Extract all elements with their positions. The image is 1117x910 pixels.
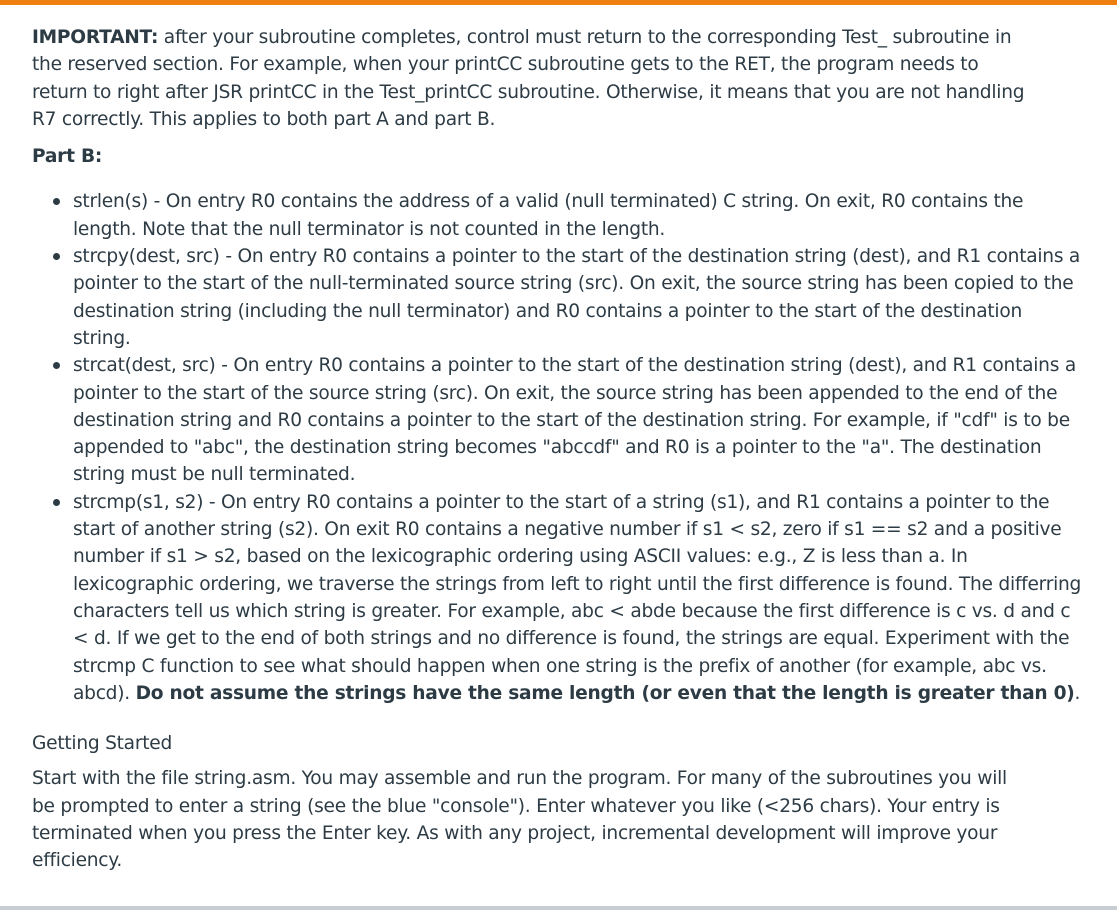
list-item-strlen xyxy=(73,188,1082,243)
strcmp-description: strcmp(s1, s2) - On entry R0 contains a pointer to the start of a string (s1), and R1 contains a pointer to the start of another string (s2). On exit R0 contains a negative number if s1 < s2, zero if s1 == s2 and a positive number if s1 > s2, based on the lexicographic ordering using ASCII values: e.g., Z is less than a. In lexicographic ordering, we traverse the strings from left to right until the first difference is found. The differring characters tell us which string is greater. For example, abc < abde because the first difference is c vs. d and c < d. If we get to the end of both strings and no difference is found, the strings are equal. Experiment with the strcmp C function to see what should happen when one string is the prefix of another (for example, abc vs. abcd). xyxy=(73,491,1082,704)
important-text: after your subroutine completes, control must return to the corresponding Test_ subroutine in the reserved section. For example, when your printCC subroutine gets to the RET, the program needs to return to right after JSR printCC in the Test_printCC subroutine. Otherwise, it means that you are not handling R7 correctly. This applies to both part A and part B. xyxy=(32,27,1025,130)
getting-started-heading: Getting Started xyxy=(32,733,173,755)
strcmp-tail: . xyxy=(1074,682,1081,704)
list-item-strcpy xyxy=(73,243,1082,352)
important-label: IMPORTANT: xyxy=(32,27,159,48)
important-note xyxy=(32,24,1032,133)
part-b-heading: Part B: xyxy=(32,146,103,168)
strcmp-warning: Do not assume the strings have the same length (or even that the length is greater than 0) xyxy=(135,682,1075,704)
getting-started-text: Start with the file string.asm. You may assemble and run the program. For many of the subroutines you will be prompted to enter a string (see the blue "console"). Enter whatever you like (<256 chars). Your entry is terminated when you press the Enter key. As with any project, incremental development will improve your efficiency. xyxy=(32,768,1007,872)
strcat-description: strcat(dest, src) - On entry R0 contains a pointer to the start of the destination string (dest), and R1 contains a pointer to the start of the source string (src). On exit, the source string has been appended to the end of the destination string and R0 contains a pointer to the start of the destination string. For example, if "cdf" is to be appended to "abc", the destination string becomes "abccdf" and R0 is a pointer to the "a". The destination string must be null terminated. xyxy=(73,355,1076,486)
list-item-strcat xyxy=(73,352,1082,488)
bottom-divider xyxy=(0,906,1117,910)
strcpy-description: strcpy(dest, src) - On entry R0 contains a pointer to the start of the destination string (dest), and R1 contains a pointer to the start of the null-terminated source string (src). On exit, the source string has been copied to the destination string (including the null terminator) and R0 contains a pointer to the start of the destination string. xyxy=(73,246,1081,349)
list-item-strcmp xyxy=(73,489,1082,707)
assignment-content xyxy=(32,24,1082,875)
accent-top-bar xyxy=(0,0,1117,5)
subroutine-list xyxy=(32,188,1082,707)
strlen-description: strlen(s) - On entry R0 contains the address of a valid (null terminated) C string. On exit, R0 contains the length. Note that the null terminator is not counted in the length. xyxy=(73,191,1024,240)
